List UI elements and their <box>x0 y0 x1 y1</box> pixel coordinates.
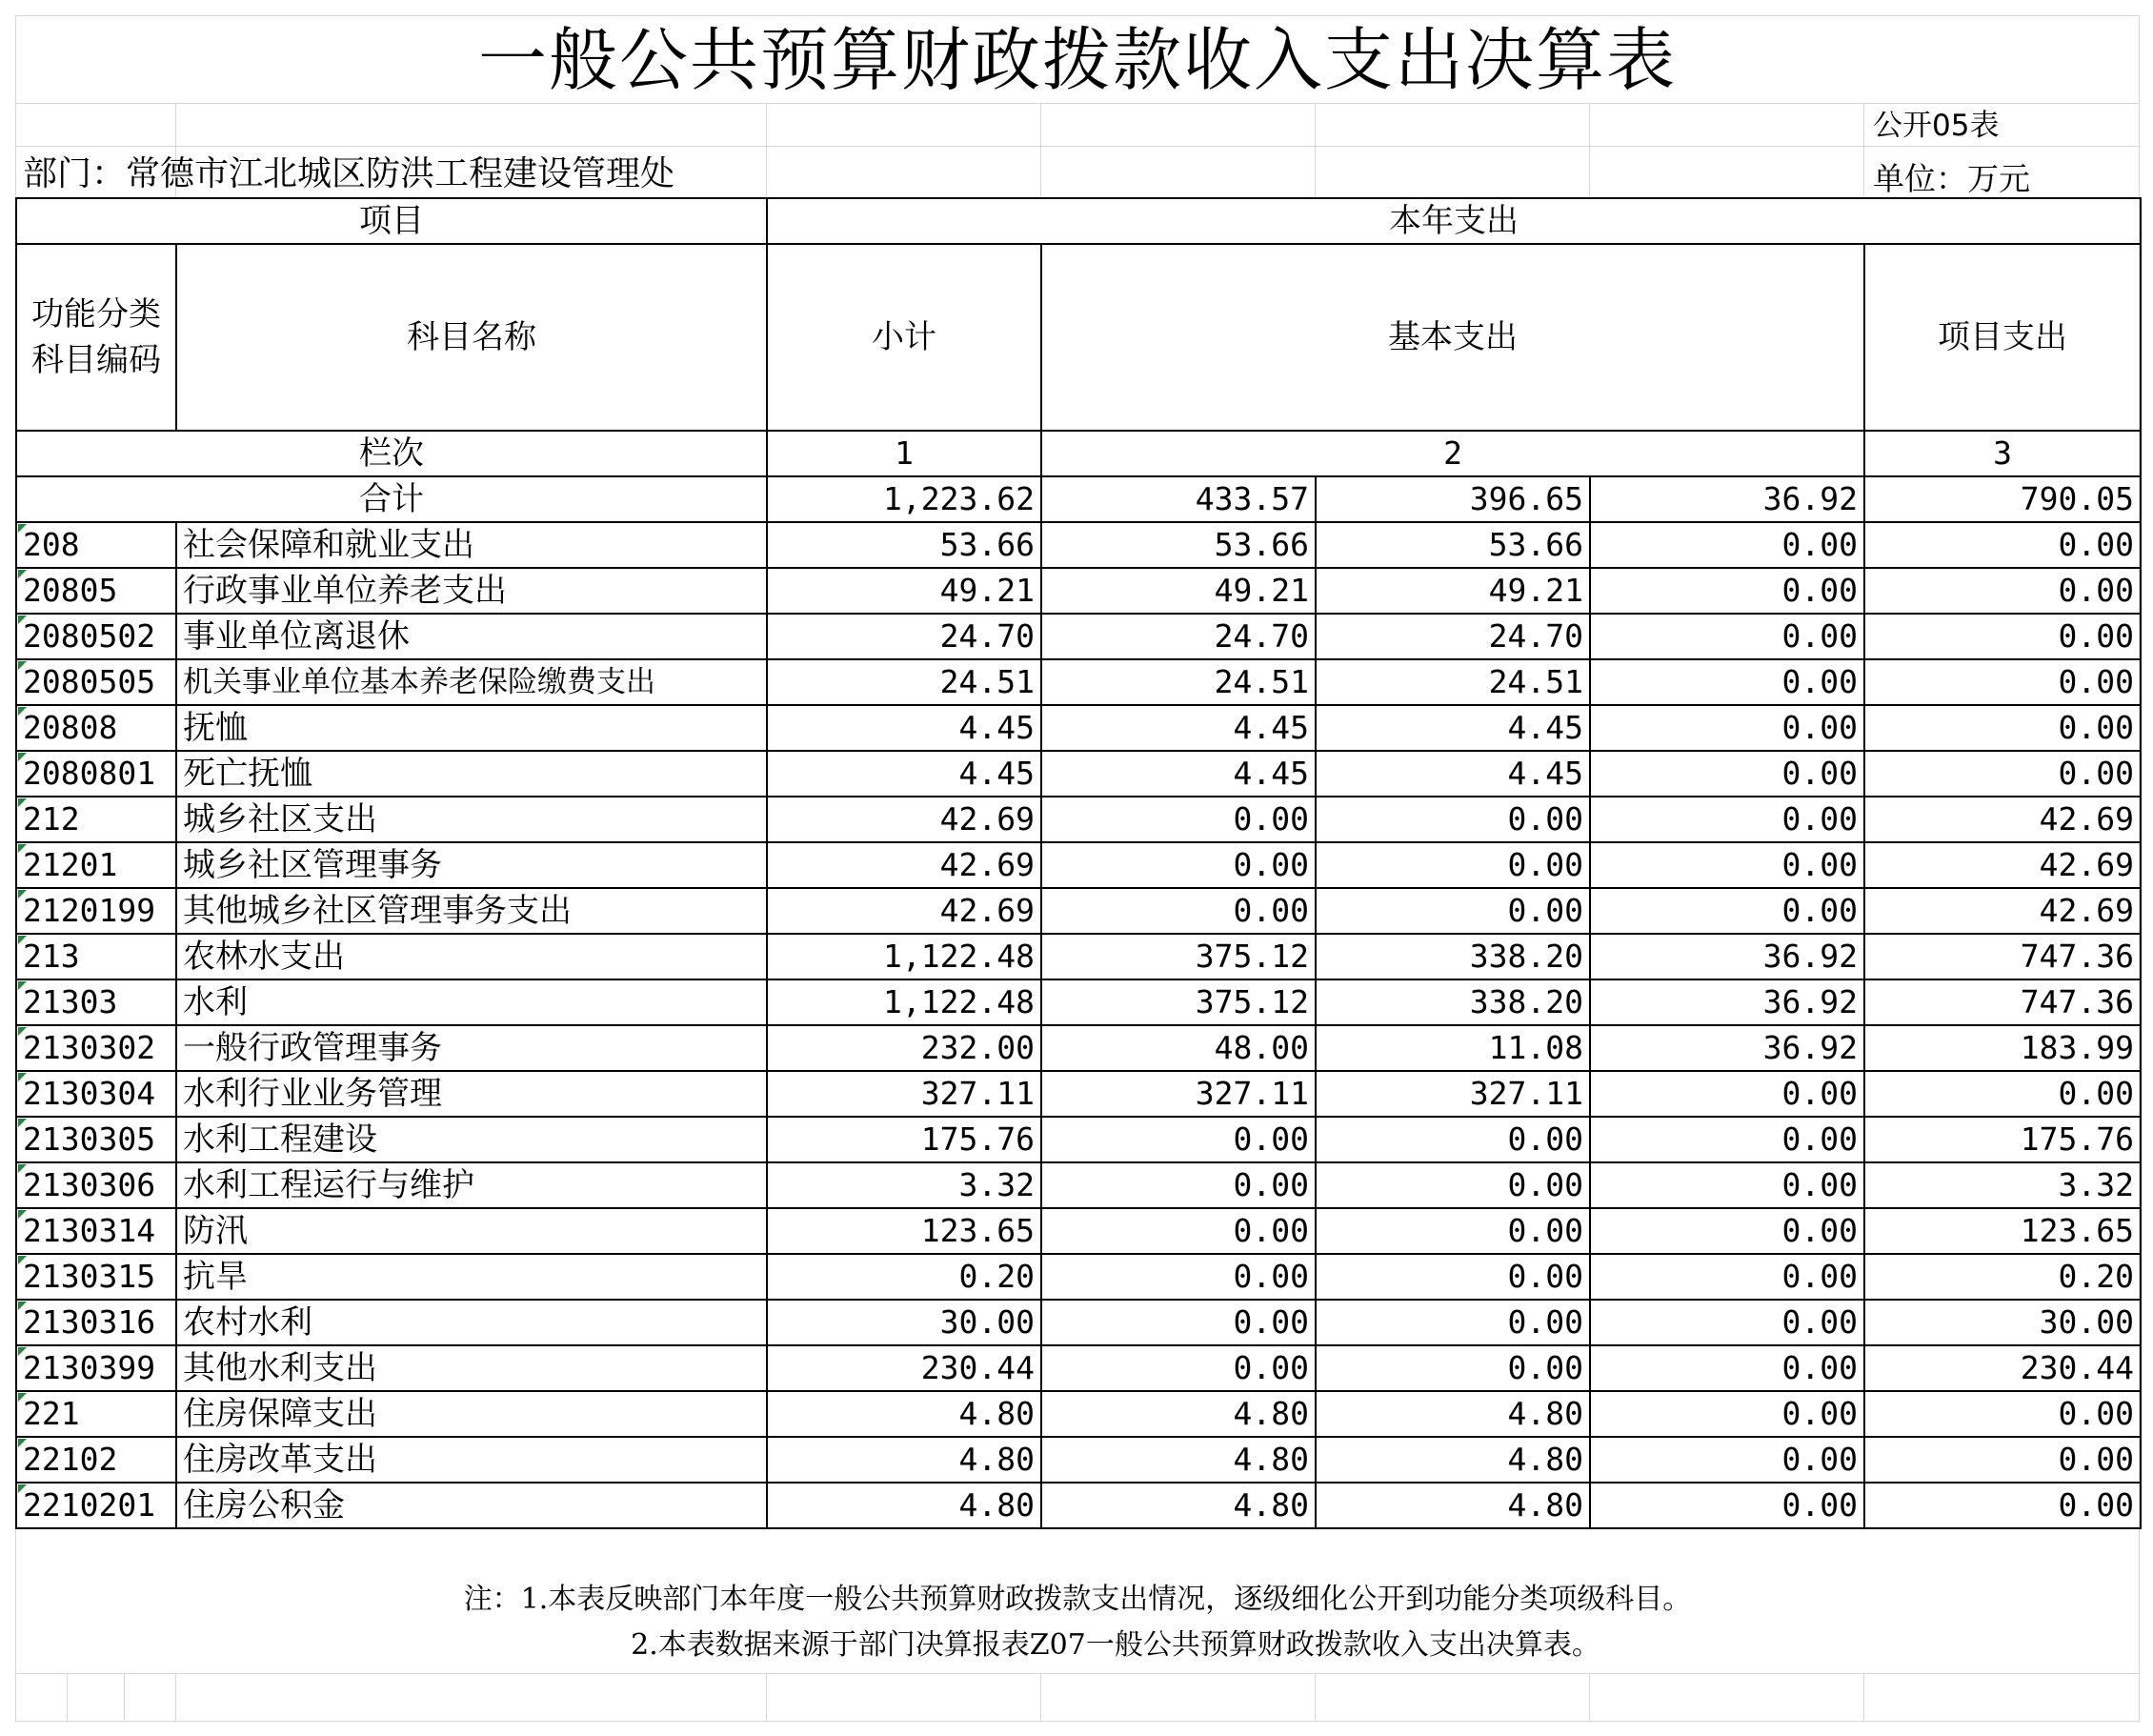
row-project: 183.99 <box>1864 1025 2141 1071</box>
row-code: 2130305 <box>16 1117 176 1162</box>
row-basic-a: 0.00 <box>1316 1300 1590 1345</box>
row-basic-a: 0.00 <box>1316 1208 1590 1254</box>
row-basic-a: 338.20 <box>1316 979 1590 1025</box>
row-basic: 0.00 <box>1041 1300 1316 1345</box>
row-subtotal: 42.69 <box>767 842 1041 888</box>
sheet-number: 公开05表 <box>1873 109 2000 143</box>
row-basic-b: 0.00 <box>1590 1483 1864 1528</box>
row-basic-a: 4.45 <box>1316 705 1590 751</box>
row-subtotal: 30.00 <box>767 1300 1041 1345</box>
row-basic-b: 0.00 <box>1590 659 1864 705</box>
report-title: 一般公共预算财政拨款收入支出决算表 <box>477 20 1677 100</box>
header-func-code <box>16 244 176 431</box>
row-basic: 375.12 <box>1041 979 1316 1025</box>
row-name: 其他水利支出 <box>176 1345 767 1391</box>
row-basic: 4.80 <box>1041 1437 1316 1483</box>
row-name: 住房公积金 <box>176 1483 767 1528</box>
row-basic-b: 0.00 <box>1590 705 1864 751</box>
row-basic-b: 0.00 <box>1590 568 1864 614</box>
row-basic-b: 0.00 <box>1590 842 1864 888</box>
row-basic-a: 0.00 <box>1316 842 1590 888</box>
row-basic: 0.00 <box>1041 1208 1316 1254</box>
row-basic: 24.51 <box>1041 659 1316 705</box>
table-row <box>16 659 2141 705</box>
row-basic-b: 36.92 <box>1590 934 1864 979</box>
row-subtotal: 4.80 <box>767 1391 1041 1437</box>
row-basic-a: 0.00 <box>1316 1162 1590 1208</box>
table-row <box>16 568 2141 614</box>
row-basic: 327.11 <box>1041 1071 1316 1117</box>
row-code: 2130316 <box>16 1300 176 1345</box>
row-basic: 0.00 <box>1041 1345 1316 1391</box>
row-basic-b: 36.92 <box>1590 979 1864 1025</box>
table-row <box>16 1391 2141 1437</box>
row-basic: 0.00 <box>1041 1162 1316 1208</box>
table-row <box>16 1071 2141 1117</box>
row-basic-a: 338.20 <box>1316 934 1590 979</box>
row-name: 防汛 <box>176 1208 767 1254</box>
row-code: 208 <box>16 522 176 568</box>
row-name: 水利工程运行与维护 <box>176 1162 767 1208</box>
row-project: 0.20 <box>1864 1254 2141 1300</box>
row-basic: 4.45 <box>1041 705 1316 751</box>
table-row <box>16 1162 2141 1208</box>
row-subtotal: 42.69 <box>767 888 1041 934</box>
header-func-code-text: 功能分类 科目编码 <box>31 295 161 379</box>
footnote-1: 注：1.本表反映部门本年度一般公共预算财政拨款支出情况，逐级细化公开到功能分类项级科目。 <box>463 1583 1692 1616</box>
row-subtotal: 1,122.48 <box>767 934 1041 979</box>
footnotes <box>15 1577 2140 1668</box>
row-project: 747.36 <box>1864 934 2141 979</box>
row-basic-a: 4.45 <box>1316 751 1590 797</box>
row-code: 213 <box>16 934 176 979</box>
table-row <box>16 705 2141 751</box>
row-basic-b: 0.00 <box>1590 1162 1864 1208</box>
header-row-1 <box>16 198 2141 244</box>
row-code: 2080502 <box>16 614 176 659</box>
department-label: 部门：常德市江北城区防洪工程建设管理处 <box>23 154 675 193</box>
row-name: 住房改革支出 <box>176 1437 767 1483</box>
row-basic: 0.00 <box>1041 797 1316 842</box>
row-name: 一般行政管理事务 <box>176 1025 767 1071</box>
header-current-year: 本年支出 <box>767 198 2141 244</box>
row-basic: 0.00 <box>1041 1254 1316 1300</box>
row-project: 0.00 <box>1864 568 2141 614</box>
row-project: 42.69 <box>1864 797 2141 842</box>
col-3: 3 <box>1864 431 2141 476</box>
table-row <box>16 1254 2141 1300</box>
row-code: 20808 <box>16 705 176 751</box>
total-label: 合计 <box>16 476 767 522</box>
table-row <box>16 934 2141 979</box>
row-basic-a: 0.00 <box>1316 797 1590 842</box>
row-subtotal: 175.76 <box>767 1117 1041 1162</box>
row-code: 2130304 <box>16 1071 176 1117</box>
row-name: 行政事业单位养老支出 <box>176 568 767 614</box>
row-basic-a: 53.66 <box>1316 522 1590 568</box>
row-name: 机关事业单位基本养老保险缴费支出 <box>176 659 767 705</box>
row-name: 城乡社区管理事务 <box>176 842 767 888</box>
row-basic: 24.70 <box>1041 614 1316 659</box>
row-project: 230.44 <box>1864 1345 2141 1391</box>
row-basic-b: 36.92 <box>1590 1025 1864 1071</box>
row-subtotal: 232.00 <box>767 1025 1041 1071</box>
row-name: 抚恤 <box>176 705 767 751</box>
row-basic: 49.21 <box>1041 568 1316 614</box>
row-code: 2120199 <box>16 888 176 934</box>
row-basic: 53.66 <box>1041 522 1316 568</box>
row-basic-b: 0.00 <box>1590 751 1864 797</box>
row-basic: 375.12 <box>1041 934 1316 979</box>
row-name: 死亡抚恤 <box>176 751 767 797</box>
table-row <box>16 522 2141 568</box>
row-name: 城乡社区支出 <box>176 797 767 842</box>
row-basic-a: 0.00 <box>1316 888 1590 934</box>
row-subtotal: 4.80 <box>767 1483 1041 1528</box>
row-basic: 0.00 <box>1041 888 1316 934</box>
total-basic: 433.57 <box>1041 476 1316 522</box>
row-project: 3.32 <box>1864 1162 2141 1208</box>
row-basic-b: 0.00 <box>1590 1254 1864 1300</box>
row-project: 0.00 <box>1864 522 2141 568</box>
column-index-row <box>16 431 2141 476</box>
row-project: 0.00 <box>1864 751 2141 797</box>
table-row <box>16 1117 2141 1162</box>
table-row <box>16 1025 2141 1071</box>
row-code: 212 <box>16 797 176 842</box>
unit-label: 单位：万元 <box>1873 160 2030 197</box>
row-basic-b: 0.00 <box>1590 1208 1864 1254</box>
total-basic-b: 36.92 <box>1590 476 1864 522</box>
table-row <box>16 1300 2141 1345</box>
row-basic-b: 0.00 <box>1590 1300 1864 1345</box>
footnote-2: 2.本表数据来源于部门决算报表Z07一般公共预算财政拨款收入支出决算表。 <box>631 1628 1600 1662</box>
row-basic-a: 24.51 <box>1316 659 1590 705</box>
row-code: 2130399 <box>16 1345 176 1391</box>
total-basic-a: 396.65 <box>1316 476 1590 522</box>
row-code: 2130306 <box>16 1162 176 1208</box>
header-project: 项目支出 <box>1864 244 2141 431</box>
row-code: 2130314 <box>16 1208 176 1254</box>
header-subject-name: 科目名称 <box>176 244 767 431</box>
row-basic-b: 0.00 <box>1590 1391 1864 1437</box>
row-name: 水利 <box>176 979 767 1025</box>
row-name: 事业单位离退休 <box>176 614 767 659</box>
table-row <box>16 1437 2141 1483</box>
row-name: 其他城乡社区管理事务支出 <box>176 888 767 934</box>
row-basic-b: 0.00 <box>1590 614 1864 659</box>
total-project: 790.05 <box>1864 476 2141 522</box>
row-project: 0.00 <box>1864 614 2141 659</box>
row-basic-b: 0.00 <box>1590 1437 1864 1483</box>
row-subtotal: 4.45 <box>767 705 1041 751</box>
row-name: 社会保障和就业支出 <box>176 522 767 568</box>
row-project: 42.69 <box>1864 888 2141 934</box>
row-project: 30.00 <box>1864 1300 2141 1345</box>
header-subtotal: 小计 <box>767 244 1041 431</box>
row-basic-a: 49.21 <box>1316 568 1590 614</box>
row-project: 0.00 <box>1864 1391 2141 1437</box>
row-subtotal: 1,122.48 <box>767 979 1041 1025</box>
table-row <box>16 888 2141 934</box>
row-subtotal: 24.70 <box>767 614 1041 659</box>
row-basic-a: 4.80 <box>1316 1437 1590 1483</box>
row-subtotal: 4.45 <box>767 751 1041 797</box>
table-row <box>16 614 2141 659</box>
row-project: 0.00 <box>1864 1437 2141 1483</box>
row-basic-a: 0.00 <box>1316 1117 1590 1162</box>
row-basic: 4.80 <box>1041 1391 1316 1437</box>
row-subtotal: 230.44 <box>767 1345 1041 1391</box>
row-code: 2130302 <box>16 1025 176 1071</box>
col-1: 1 <box>767 431 1041 476</box>
col-label: 栏次 <box>16 431 767 476</box>
row-name: 水利行业业务管理 <box>176 1071 767 1117</box>
row-code: 21303 <box>16 979 176 1025</box>
row-project: 42.69 <box>1864 842 2141 888</box>
expenditure-table <box>15 197 2142 1529</box>
row-basic: 0.00 <box>1041 842 1316 888</box>
row-code: 22102 <box>16 1437 176 1483</box>
row-name: 抗旱 <box>176 1254 767 1300</box>
row-basic-a: 0.00 <box>1316 1254 1590 1300</box>
row-code: 2080801 <box>16 751 176 797</box>
row-basic: 0.00 <box>1041 1117 1316 1162</box>
row-basic-b: 0.00 <box>1590 888 1864 934</box>
total-row <box>16 476 2141 522</box>
table-row <box>16 1208 2141 1254</box>
table-row <box>16 751 2141 797</box>
row-basic-b: 0.00 <box>1590 1117 1864 1162</box>
total-subtotal: 1,223.62 <box>767 476 1041 522</box>
row-basic-a: 24.70 <box>1316 614 1590 659</box>
row-basic-a: 327.11 <box>1316 1071 1590 1117</box>
header-row-2 <box>16 244 2141 431</box>
col-2: 2 <box>1041 431 1864 476</box>
row-basic-a: 0.00 <box>1316 1345 1590 1391</box>
row-project: 0.00 <box>1864 1071 2141 1117</box>
row-project: 0.00 <box>1864 659 2141 705</box>
row-project: 123.65 <box>1864 1208 2141 1254</box>
row-basic: 4.80 <box>1041 1483 1316 1528</box>
row-project: 0.00 <box>1864 1483 2141 1528</box>
row-basic-b: 0.00 <box>1590 522 1864 568</box>
row-subtotal: 24.51 <box>767 659 1041 705</box>
row-subtotal: 42.69 <box>767 797 1041 842</box>
row-basic: 48.00 <box>1041 1025 1316 1071</box>
table-row <box>16 842 2141 888</box>
row-subtotal: 3.32 <box>767 1162 1041 1208</box>
row-subtotal: 327.11 <box>767 1071 1041 1117</box>
row-project: 175.76 <box>1864 1117 2141 1162</box>
row-name: 水利工程建设 <box>176 1117 767 1162</box>
row-name: 农林水支出 <box>176 934 767 979</box>
table-row <box>16 797 2141 842</box>
table-row <box>16 1483 2141 1528</box>
row-basic-b: 0.00 <box>1590 1071 1864 1117</box>
row-subtotal: 4.80 <box>767 1437 1041 1483</box>
row-code: 2080505 <box>16 659 176 705</box>
row-code: 2210201 <box>16 1483 176 1528</box>
row-subtotal: 0.20 <box>767 1254 1041 1300</box>
row-basic-b: 0.00 <box>1590 797 1864 842</box>
row-basic-b: 0.00 <box>1590 1345 1864 1391</box>
row-basic-a: 11.08 <box>1316 1025 1590 1071</box>
header-basic: 基本支出 <box>1041 244 1864 431</box>
row-project: 747.36 <box>1864 979 2141 1025</box>
row-basic: 4.45 <box>1041 751 1316 797</box>
row-basic-a: 4.80 <box>1316 1483 1590 1528</box>
row-subtotal: 53.66 <box>767 522 1041 568</box>
row-code: 2130315 <box>16 1254 176 1300</box>
row-code: 20805 <box>16 568 176 614</box>
row-code: 21201 <box>16 842 176 888</box>
table-row <box>16 979 2141 1025</box>
row-name: 农村水利 <box>176 1300 767 1345</box>
row-project: 0.00 <box>1864 705 2141 751</box>
row-code: 221 <box>16 1391 176 1437</box>
row-basic-a: 4.80 <box>1316 1391 1590 1437</box>
row-name: 住房保障支出 <box>176 1391 767 1437</box>
row-subtotal: 123.65 <box>767 1208 1041 1254</box>
table-row <box>16 1345 2141 1391</box>
row-subtotal: 49.21 <box>767 568 1041 614</box>
header-item: 项目 <box>16 198 767 244</box>
